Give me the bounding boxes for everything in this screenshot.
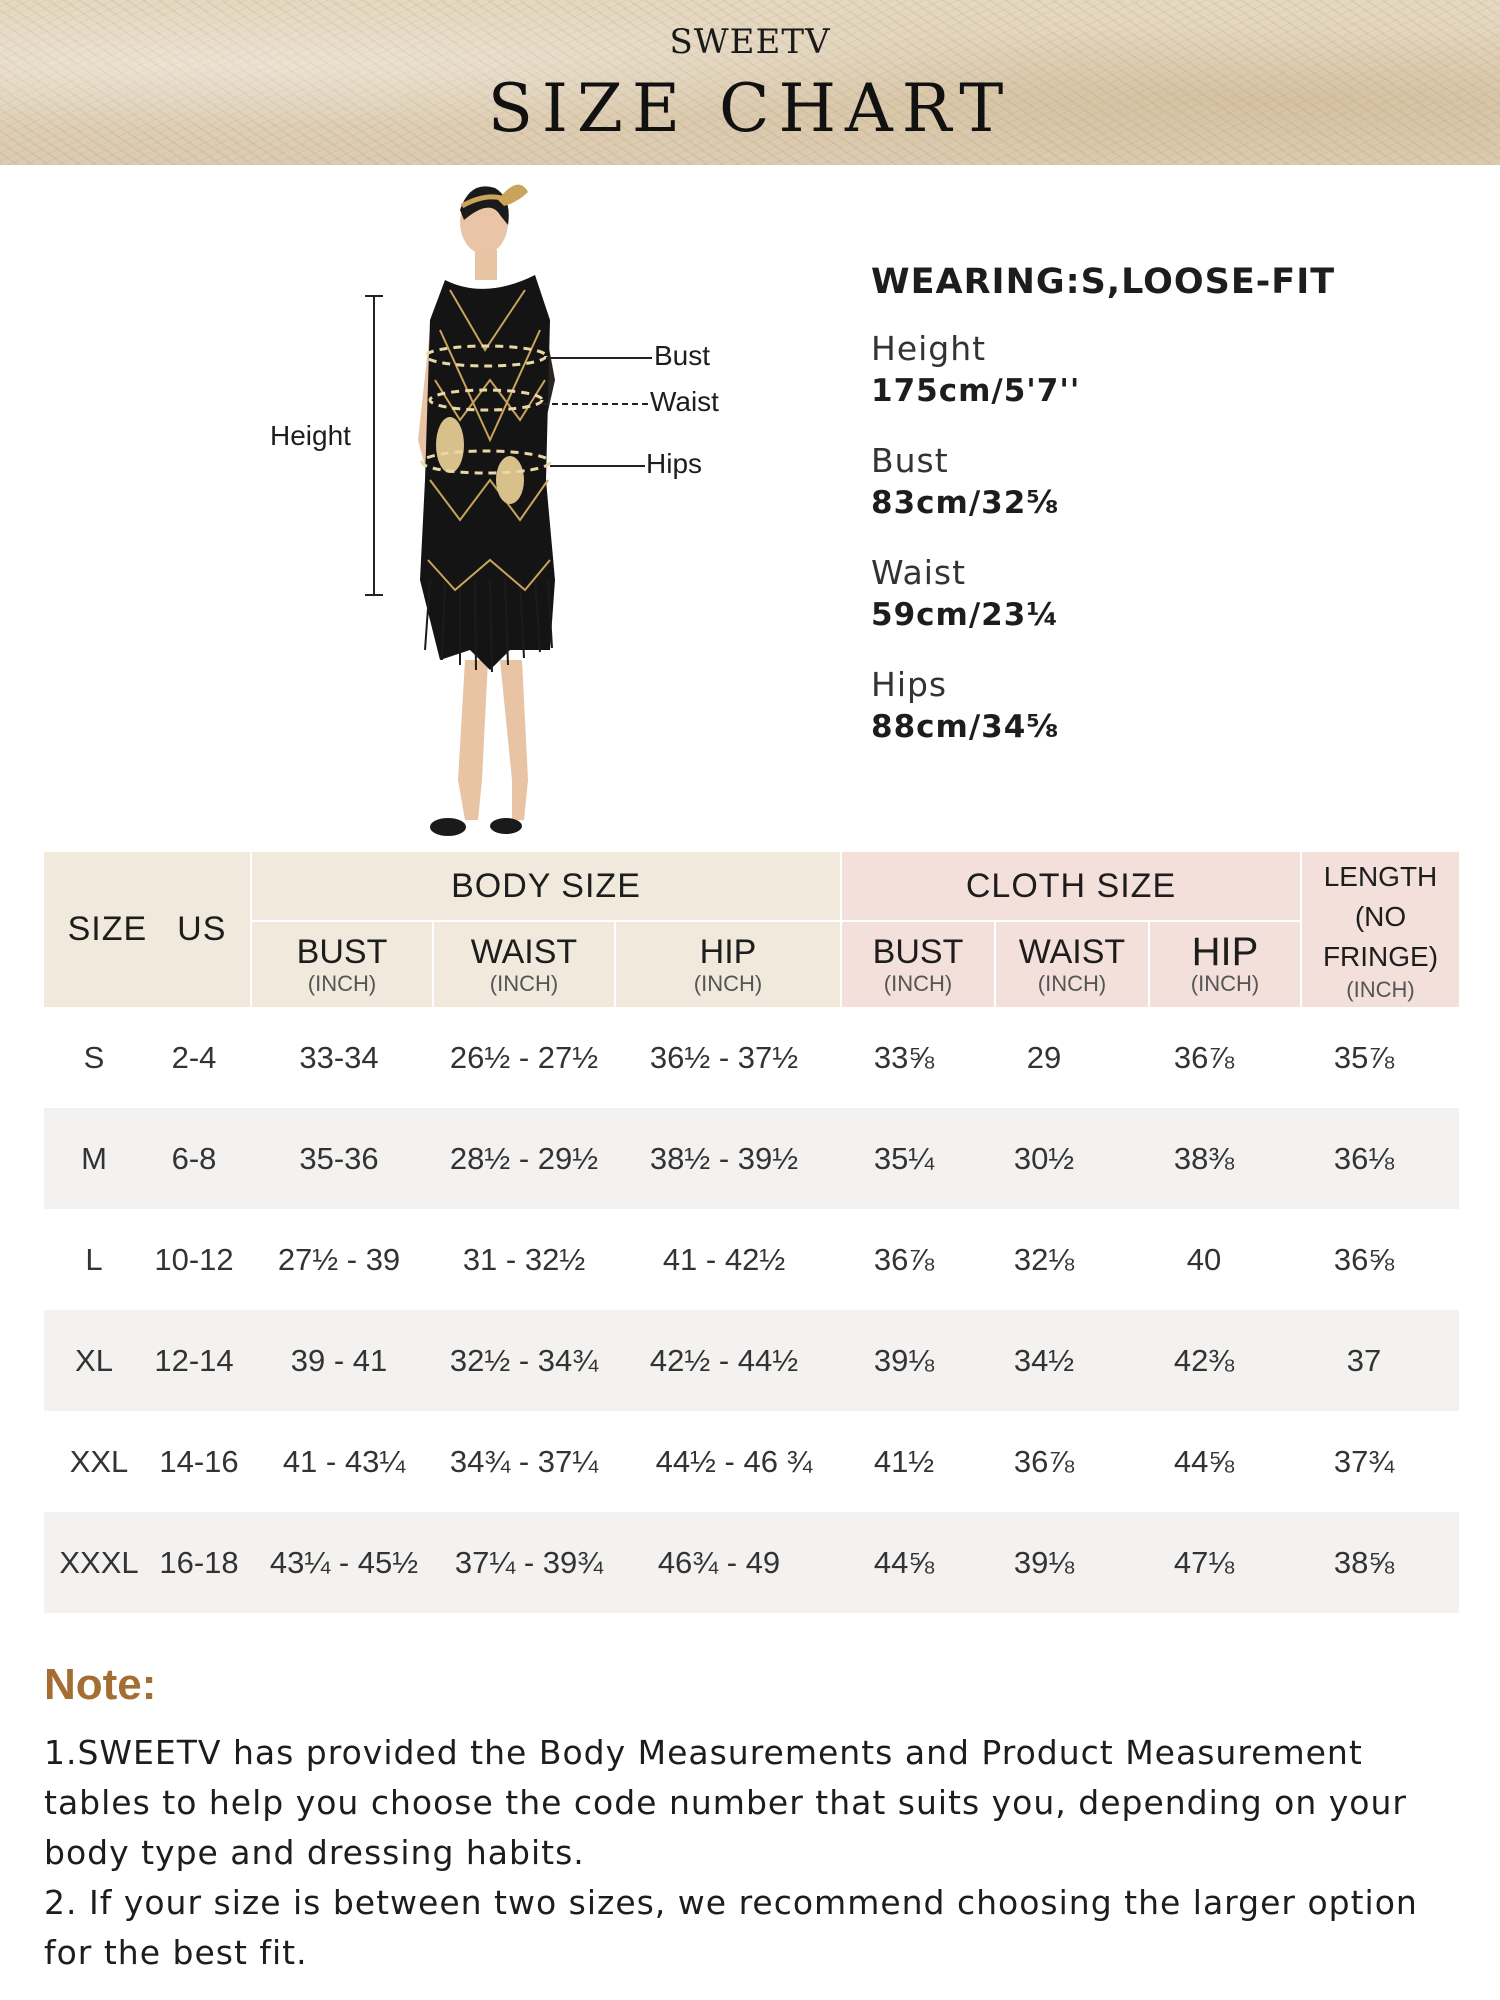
cloth-bust-cell: 44⅝: [873, 1545, 935, 1580]
cloth-waist-cell: 39⅛: [1013, 1545, 1075, 1580]
measurement-value: 83cm/32⅝: [871, 485, 1060, 521]
cloth-hip-cell: 42⅜: [1173, 1343, 1235, 1378]
waist-callout-label: Waist: [650, 386, 719, 417]
body-hip-cell: 46¾ - 49: [657, 1545, 781, 1580]
length-header: LENGTH (NO FRINGE) (INCH): [1302, 852, 1459, 1007]
cloth-hip-cell: 47⅛: [1173, 1545, 1235, 1580]
cloth-waist-cell: 34½: [1013, 1343, 1075, 1378]
body-bust-cell: 39 - 41: [290, 1343, 388, 1378]
body-waist-cell: 34¾ - 37¼: [449, 1444, 599, 1479]
length-cell: 36⅝: [1333, 1242, 1395, 1277]
cloth-waist-cell: 36⅞: [1013, 1444, 1075, 1479]
us-cell: 16-18: [159, 1545, 239, 1580]
size-cell: XXXL: [59, 1545, 139, 1580]
note-line: 2. If your size is between two sizes, we recommend choosing the larger option: [44, 1883, 1418, 1922]
model-waist: [871, 552, 1431, 636]
cloth-bust-cell: 33⅝: [873, 1040, 935, 1075]
size-cell: XL: [75, 1343, 113, 1378]
cloth-waist-header: WAIST (INCH): [996, 922, 1148, 1007]
body-size-header: BODY SIZE: [252, 852, 840, 920]
cloth-hip-cell: 40: [1186, 1242, 1222, 1277]
body-bust-header: BUST (INCH): [252, 922, 432, 1007]
table-row: [44, 1512, 1459, 1613]
size-header: SIZE: [67, 910, 148, 948]
cloth-waist-cell: 30½: [1013, 1141, 1075, 1176]
size-table: [44, 852, 1459, 1613]
body-waist-cell: 37¼ - 39¾: [454, 1545, 604, 1580]
us-cell: 6-8: [171, 1141, 217, 1176]
wearing-title: WEARING:S,LOOSE-FIT: [871, 262, 1336, 302]
body-waist-cell: 26½ - 27½: [449, 1040, 599, 1075]
body-bust-cell: 33-34: [299, 1040, 379, 1075]
body-bust-cell: 41 - 43¼: [282, 1444, 406, 1479]
measurement-value: 59cm/23¼: [871, 597, 1060, 633]
table-row: [44, 1007, 1459, 1108]
hips-callout-label: Hips: [646, 448, 703, 479]
table-row: [44, 1310, 1459, 1411]
cloth-waist-cell: 32⅛: [1013, 1242, 1075, 1277]
body-bust-cell: 43¼ - 45½: [269, 1545, 419, 1580]
body-waist-header: WAIST (INCH): [434, 922, 614, 1007]
measurement-label: Height: [871, 329, 987, 368]
table-row: [44, 1411, 1459, 1512]
cloth-hip-header: HIP (INCH): [1150, 922, 1300, 1007]
cloth-hip-cell: 36⅞: [1173, 1040, 1235, 1075]
body-waist-cell: 31 - 32½: [462, 1242, 586, 1277]
page-title: SIZE CHART: [487, 70, 1013, 147]
note-body: [44, 1728, 1464, 1978]
length-cell: 37: [1346, 1343, 1382, 1378]
model-hips: [871, 664, 1431, 748]
body-bust-cell: 27½ - 39: [277, 1242, 401, 1277]
header-banner: [0, 0, 1500, 165]
note-line: 1.SWEETV has provided the Body Measurements and Product Measurement: [44, 1733, 1363, 1772]
body-hip-cell: 36½ - 37½: [649, 1040, 799, 1075]
note-line: tables to help you choose the code number that suits you, depending on your: [44, 1783, 1407, 1822]
length-cell: 35⅞: [1333, 1040, 1395, 1075]
size-cell: XXL: [69, 1444, 129, 1479]
measurement-label: Hips: [871, 665, 948, 704]
body-hip-header: HIP (INCH): [616, 922, 840, 1007]
table-header: [44, 852, 1459, 1007]
cloth-hip-cell: 44⅝: [1173, 1444, 1235, 1479]
us-cell: 10-12: [154, 1242, 234, 1277]
size-cell: S: [83, 1040, 105, 1075]
measurement-label: Waist: [871, 553, 967, 592]
cloth-waist-cell: 29: [1026, 1040, 1062, 1075]
size-us-header: [44, 852, 250, 1007]
cloth-bust-cell: 36⅞: [873, 1242, 935, 1277]
measurement-value: 175cm/5'7'': [871, 373, 1081, 409]
cloth-hip-cell: 38⅜: [1173, 1141, 1235, 1176]
cloth-bust-cell: 35¼: [873, 1141, 935, 1176]
model-height: [871, 328, 1431, 412]
size-cell: L: [85, 1242, 103, 1277]
model-figure: [250, 180, 750, 850]
cloth-bust-header: BUST (INCH): [842, 922, 994, 1007]
wearing-info: [871, 262, 1431, 776]
model-bust: [871, 440, 1431, 524]
body-hip-cell: 44½ - 46 ¾: [655, 1444, 813, 1479]
table-row: [44, 1209, 1459, 1310]
measurement-label: Bust: [871, 441, 949, 480]
table-row: [44, 1108, 1459, 1209]
body-bust-cell: 35-36: [299, 1141, 379, 1176]
brand-name: SWEETV: [669, 22, 831, 62]
note-title: Note:: [44, 1660, 157, 1709]
length-cell: 36⅛: [1333, 1141, 1395, 1176]
body-waist-cell: 28½ - 29½: [449, 1141, 599, 1176]
cloth-size-header: CLOTH SIZE: [842, 852, 1300, 920]
model-illustration: [250, 180, 750, 850]
size-cell: M: [81, 1141, 107, 1176]
note-line: for the best fit.: [44, 1933, 308, 1972]
us-cell: 2-4: [171, 1040, 217, 1075]
us-cell: 14-16: [159, 1444, 239, 1479]
us-cell: 12-14: [154, 1343, 234, 1378]
note-line: body type and dressing habits.: [44, 1833, 585, 1872]
body-hip-cell: 41 - 42½: [662, 1242, 786, 1277]
height-label: Height: [270, 420, 351, 451]
us-header: US: [177, 910, 227, 948]
body-hip-cell: 42½ - 44½: [649, 1343, 799, 1378]
bust-callout-label: Bust: [654, 340, 711, 371]
cloth-bust-cell: 41½: [873, 1444, 935, 1479]
length-cell: 38⅝: [1333, 1545, 1395, 1580]
body-hip-cell: 38½ - 39½: [649, 1141, 799, 1176]
body-waist-cell: 32½ - 34¾: [449, 1343, 599, 1378]
measurement-value: 88cm/34⅝: [871, 709, 1060, 745]
length-cell: 37¾: [1333, 1444, 1395, 1479]
cloth-bust-cell: 39⅛: [873, 1343, 935, 1378]
